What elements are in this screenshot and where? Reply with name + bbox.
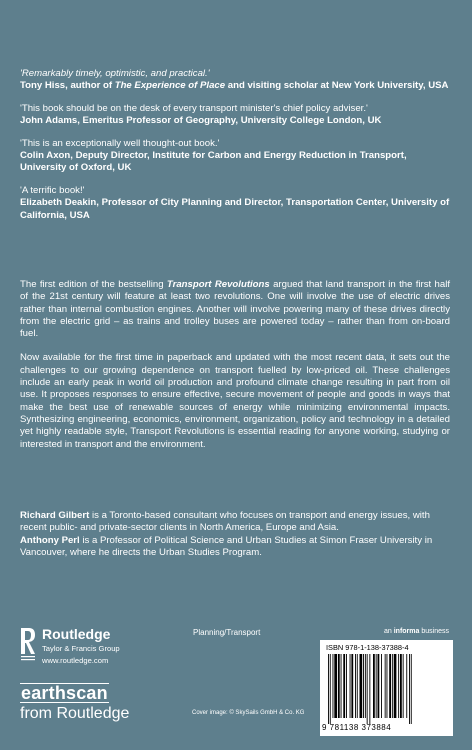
book-title: Transport Revolutions <box>166 279 270 290</box>
isbn-barcode <box>320 640 453 736</box>
endorsement-source <box>20 80 450 92</box>
barcode-bar <box>343 654 345 718</box>
author-bio-text: is a Toronto-based consultant who focuses on transport and energy issues, with recent public- and private-sector clients in North America, Europe and Asia. <box>20 510 430 534</box>
imprint-from: from Routledge <box>20 705 130 722</box>
description-text: The first edition of the bestselling <box>20 279 167 290</box>
barcode-bar <box>334 654 337 718</box>
barcode-bar <box>389 654 391 718</box>
cover-image-credit: Cover image: © SkySails GmbH & Co. KG <box>192 710 305 716</box>
publisher-group: Taylor & Francis Group <box>42 644 120 653</box>
isbn-label: ISBN 978-1-138-37388-4 <box>326 643 409 652</box>
barcode-bar <box>381 654 382 718</box>
endorsement-quote: 'Remarkably timely, optimistic, and practical.' <box>20 68 210 79</box>
description-text: argued that land transport in the first half of the 21st century will feature at least two revolutions. One will involve the use of electric drives rather than internal combustion engines. Another will involve powering many of these drives directly from the electric grid – as trains and trolley buses are powered today – rather than from on-board fuel. <box>20 279 450 340</box>
imprint-name: earthscan <box>21 683 108 703</box>
endorsement <box>20 185 450 222</box>
barcode-bar <box>403 654 404 718</box>
endorsement <box>20 68 450 93</box>
barcode-bar <box>394 654 397 718</box>
barcode-bar <box>387 654 388 718</box>
barcode-bar <box>357 654 358 718</box>
book-description <box>20 279 450 463</box>
description-paragraph: Now available for the first time in paperback and updated with the most recent data, it sets out the challenges to our growing dependence on transport fuelled by low-priced oil. These challenges include an early peak in world oil production and profound climate change resulting in part from oil use. It proposes responses to ensure effective, secure movement of people and goods in ways that make the best use of renewable sources of energy while minimizing environmental impacts. Synthesizing engineering, economics, environment, organization, policy and technology in a detailed yet highly readable style, Transport Revolutions is essential reading for anyone working, studying or interested in transport and the environment. <box>20 352 450 450</box>
barcode-bar <box>409 654 410 724</box>
earthscan-logo <box>20 683 142 724</box>
barcode-bar <box>338 654 340 718</box>
barcode-bar <box>376 654 377 718</box>
publisher-url: www.routledge.com <box>42 656 109 665</box>
endorsement-source: Elizabeth Deakin, Professor of City Planning and Director, Transportation Center, University of California, USA <box>20 197 450 221</box>
endorsement-source: John Adams, Emeritus Professor of Geography, University College London, UK <box>20 115 382 127</box>
subject-category: Planning/Transport <box>193 628 261 637</box>
informa-brand: informa <box>393 628 420 635</box>
barcode-bar <box>392 654 393 718</box>
endorsement-quote: 'A terrific book!' <box>20 184 85 196</box>
source-book-title: The Experience of Place <box>114 80 226 92</box>
author-bio <box>20 510 450 535</box>
routledge-r-icon <box>20 626 36 666</box>
publisher-name: Routledge <box>42 626 111 642</box>
barcode-icon <box>326 654 446 724</box>
barcode-bar <box>328 654 329 724</box>
endorsements <box>20 68 450 232</box>
barcode-bar <box>350 654 351 718</box>
barcode-bar <box>346 654 347 718</box>
author-bio <box>20 535 450 560</box>
informa-tagline <box>384 628 449 635</box>
barcode-bar <box>400 654 402 718</box>
description-paragraph <box>20 279 450 340</box>
endorsement-source: Colin Axon, Deputy Director, Institute for Carbon and Energy Reduction in Transport, University of Oxford, UK <box>20 150 407 174</box>
endorsement <box>20 103 450 128</box>
barcode-bar <box>360 654 363 718</box>
barcode-bar <box>378 654 380 718</box>
barcode-bar <box>406 654 407 718</box>
author-bio-text: is a Professor of Political Science and Urban Studies at Simon Fraser University in Vancouver, where he directs the Urban Studies Program. <box>20 534 433 558</box>
barcode-bar <box>363 654 364 718</box>
barcode-bar <box>411 654 412 724</box>
barcode-bar <box>373 654 375 718</box>
author-bios <box>20 510 450 559</box>
source-text: and visiting scholar at New York University, USA <box>225 80 449 92</box>
routledge-logo <box>20 626 180 670</box>
barcode-bar <box>367 654 368 724</box>
source-text: Tony Hiss, author of <box>20 80 115 92</box>
barcode-bar <box>369 654 370 724</box>
barcode-bar <box>341 654 342 718</box>
barcode-bar <box>385 654 386 718</box>
barcode-bar <box>355 654 356 718</box>
author-name: Anthony Perl <box>20 534 80 546</box>
tagline-text: an <box>384 628 394 635</box>
barcode-bar <box>333 654 334 718</box>
barcode-bar <box>398 654 399 718</box>
endorsement <box>20 138 450 175</box>
endorsement-quote: 'This book should be on the desk of every transport minister's chief policy adviser.' <box>20 102 368 114</box>
barcode-bar <box>351 654 353 718</box>
barcode-digits: 9 781138 373884 <box>322 723 392 732</box>
tagline-text: business <box>419 628 449 635</box>
author-name: Richard Gilbert <box>20 510 90 521</box>
barcode-bar <box>330 654 331 724</box>
endorsement-quote: 'This is an exceptionally well thought-out book.' <box>20 137 220 149</box>
barcode-bar <box>365 654 366 718</box>
